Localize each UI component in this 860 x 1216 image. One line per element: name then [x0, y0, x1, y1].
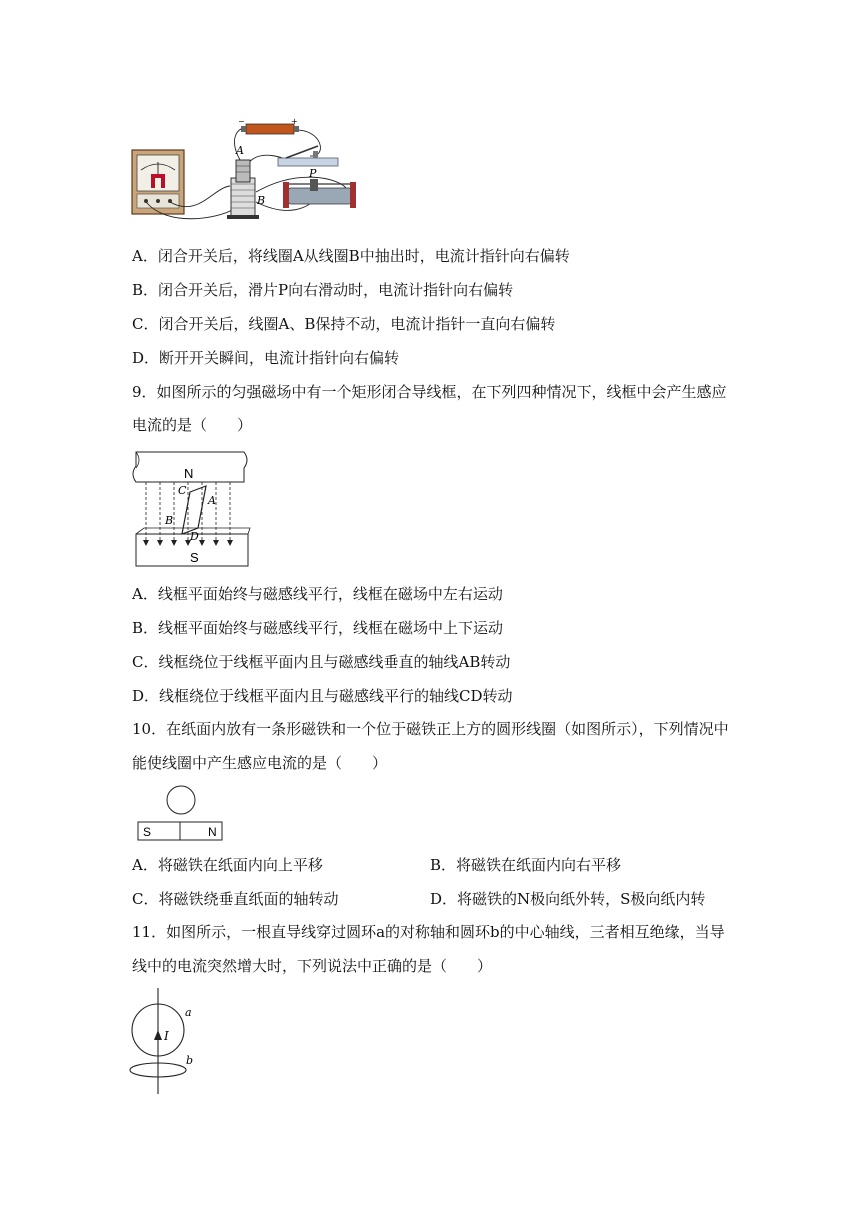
q9-stem-line2: 电流的是（ ） — [132, 416, 253, 434]
q8-option-a[interactable] — [132, 246, 570, 266]
q10-option-c-label: C． — [132, 890, 159, 908]
battery-plus-label: + — [291, 118, 298, 126]
q8-option-a-text: 闭合开关后，将线圈A从线圈B中抽出时，电流计指针向右偏转 — [157, 247, 570, 265]
q9-option-d[interactable] — [132, 686, 513, 706]
q9-option-b-text: 线框平面始终与磁感线平行，线框在磁场中上下运动 — [158, 619, 504, 637]
ring-a-label: a — [185, 1006, 192, 1019]
q11-stem-line1: 11．如图所示，一根直导线穿过圆环a的对称轴和圆环b的中心轴线，三者相互绝缘，当导 — [132, 923, 725, 941]
q10-option-a[interactable] — [132, 855, 323, 875]
south-pole-label: S — [190, 550, 199, 565]
q8-option-b[interactable] — [132, 280, 513, 300]
q10-option-b-text: 将磁铁在纸面内向右平移 — [456, 856, 622, 874]
q9-option-d-label: D． — [132, 687, 160, 705]
ring-b-label: b — [186, 1054, 194, 1067]
q9-option-a-label: A． — [132, 585, 158, 603]
q9-option-c-text: 线框绕位于线框平面内且与磁感线垂直的轴线AB转动 — [158, 653, 511, 671]
point-a-label: A — [208, 494, 216, 507]
q10-option-c-text: 将磁铁绕垂直纸面的轴转动 — [158, 890, 339, 908]
q8-option-c-text: 闭合开关后，线圈A、B保持不动，电流计指针一直向右偏转 — [158, 315, 556, 333]
q8-option-d-text: 断开开关瞬间，电流计指针向右偏转 — [159, 349, 400, 367]
q10-option-d[interactable] — [430, 889, 705, 909]
q8-option-a-label: A． — [132, 247, 158, 265]
q11-wire-rings-figure — [126, 986, 206, 1096]
point-b-label: B — [165, 514, 174, 527]
q10-magnet-coil-figure — [136, 784, 226, 844]
q9-option-c[interactable] — [132, 652, 510, 672]
q8-option-c[interactable] — [132, 314, 555, 334]
magnet-n-label: N — [208, 825, 217, 839]
q8-option-d[interactable] — [132, 348, 399, 368]
coil-a-label: A — [236, 144, 244, 157]
q10-option-c[interactable] — [132, 889, 339, 909]
q10-option-d-label: D． — [430, 890, 458, 908]
q8-option-d-label: D． — [132, 349, 160, 367]
point-c-label: C — [178, 484, 187, 497]
switch — [278, 146, 338, 166]
rheostat — [283, 179, 356, 208]
point-d-label: D — [190, 530, 199, 543]
q8-circuit-figure — [128, 118, 358, 220]
battery-minus-label: − — [238, 118, 245, 126]
q10-stem-line2: 能使线圈中产生感应电流的是（ ） — [132, 754, 388, 772]
q8-option-b-text: 闭合开关后，滑片P向右滑动时，电流计指针向右偏转 — [158, 281, 514, 299]
current-label: I — [164, 1029, 169, 1043]
q10-option-b[interactable] — [430, 855, 621, 875]
q10-option-d-text: 将磁铁的N极向纸外转，S极向纸内转 — [457, 890, 706, 908]
circular-coil — [167, 786, 195, 814]
current-arrow-icon — [154, 1030, 162, 1040]
q9-option-b[interactable] — [132, 618, 503, 638]
q8-option-b-label: B． — [132, 281, 159, 299]
coil-b-label: B — [257, 194, 266, 207]
q9-option-b-label: B． — [132, 619, 159, 637]
north-pole-label: N — [184, 466, 194, 481]
q9-option-d-text: 线框绕位于线框平面内且与磁感线平行的轴线CD转动 — [159, 687, 513, 705]
q9-option-c-label: C． — [132, 653, 159, 671]
galvanometer — [132, 150, 184, 214]
q10-option-a-label: A． — [132, 856, 158, 874]
coil-b — [227, 178, 259, 219]
q9-stem-line1: 9．如图所示的匀强磁场中有一个矩形闭合导线框，在下列四种情况下，线框中会产生感应 — [132, 383, 727, 401]
q9-option-a-text: 线框平面始终与磁感线平行，线框在磁场中左右运动 — [157, 585, 503, 603]
q11-stem-line2: 线中的电流突然增大时，下列说法中正确的是（ ） — [132, 957, 493, 975]
q10-option-b-label: B． — [430, 856, 457, 874]
q10-stem-line1: 10．在纸面内放有一条形磁铁和一个位于磁铁正上方的圆形线圈（如图所示），下列情况中 — [132, 720, 729, 738]
q8-option-c-label: C． — [132, 315, 159, 333]
slider-p-label: P — [309, 167, 317, 180]
q9-option-a[interactable] — [132, 584, 503, 604]
q10-option-a-text: 将磁铁在纸面内向上平移 — [157, 856, 323, 874]
coil-a — [236, 160, 250, 182]
q9-magnetic-field-figure — [128, 448, 252, 572]
magnet-s-label: S — [143, 825, 152, 839]
